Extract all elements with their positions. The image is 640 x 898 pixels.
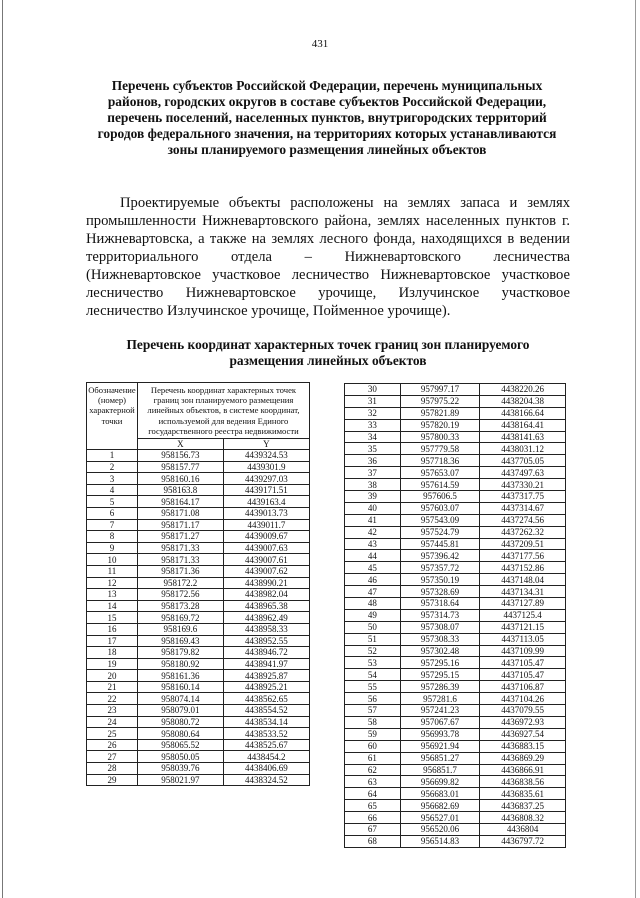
- y-coordinate-cell: 4438141.63: [480, 431, 566, 443]
- table-row: [345, 407, 566, 419]
- table-row: [345, 645, 566, 657]
- x-coordinate-cell: 957543.09: [400, 514, 480, 526]
- table-row: [345, 395, 566, 407]
- x-coordinate-cell: 958171.27: [137, 531, 223, 543]
- x-coordinate-cell: 957821.89: [400, 407, 480, 419]
- table-row: [345, 574, 566, 586]
- y-coordinate-cell: 4439301.9: [223, 461, 309, 473]
- x-coordinate-cell: 958169.6: [137, 623, 223, 635]
- point-number-cell: 20: [87, 670, 138, 682]
- y-coordinate-cell: 4438925.87: [223, 670, 309, 682]
- point-number-cell: 35: [345, 443, 401, 455]
- table-row: [345, 681, 566, 693]
- y-coordinate-cell: 4438525.67: [223, 739, 309, 751]
- y-coordinate-cell: 4438534.14: [223, 716, 309, 728]
- table-row: [345, 621, 566, 633]
- y-coordinate-cell: 4437209.51: [480, 538, 566, 550]
- table-row: [87, 531, 310, 543]
- table-row: [87, 693, 310, 705]
- x-coordinate-cell: 957653.07: [400, 467, 480, 479]
- y-coordinate-cell: 4437125.4: [480, 609, 566, 621]
- point-number-cell: 17: [87, 635, 138, 647]
- table-row: [345, 657, 566, 669]
- point-number-cell: 58: [345, 716, 401, 728]
- y-coordinate-cell: 4438031.12: [480, 443, 566, 455]
- x-coordinate-cell: 957308.33: [400, 633, 480, 645]
- x-coordinate-cell: 958171.36: [137, 565, 223, 577]
- x-coordinate-cell: 958079.01: [137, 705, 223, 717]
- y-coordinate-cell: 4437314.67: [480, 502, 566, 514]
- y-coordinate-cell: 4438164.41: [480, 419, 566, 431]
- x-coordinate-cell: 957718.36: [400, 455, 480, 467]
- x-coordinate-cell: 958179.82: [137, 647, 223, 659]
- x-coordinate-cell: 956993.78: [400, 728, 480, 740]
- y-coordinate-cell: 4436883.15: [480, 740, 566, 752]
- point-number-cell: 51: [345, 633, 401, 645]
- y-coordinate-cell: 4436797.72: [480, 835, 566, 847]
- point-number-cell: 8: [87, 531, 138, 543]
- y-coordinate-cell: 4436838.56: [480, 776, 566, 788]
- x-coordinate-cell: 957614.59: [400, 479, 480, 491]
- table-row: [345, 669, 566, 681]
- y-coordinate-cell: 4438204.38: [480, 395, 566, 407]
- x-coordinate-cell: 957295.16: [400, 657, 480, 669]
- table-row: [87, 450, 310, 462]
- point-number-cell: 36: [345, 455, 401, 467]
- table-row: [87, 507, 310, 519]
- x-coordinate-cell: 956520.06: [400, 823, 480, 835]
- y-coordinate-cell: 4437177.56: [480, 550, 566, 562]
- point-number-cell: 53: [345, 657, 401, 669]
- point-number-cell: 52: [345, 645, 401, 657]
- point-number-cell: 61: [345, 752, 401, 764]
- y-coordinate-cell: 4437152.86: [480, 562, 566, 574]
- point-number-cell: 21: [87, 681, 138, 693]
- y-coordinate-cell: 4436808.32: [480, 812, 566, 824]
- point-number-cell: 1: [87, 450, 138, 462]
- point-number-cell: 28: [87, 763, 138, 775]
- table-row: [87, 658, 310, 670]
- point-number-cell: 26: [87, 739, 138, 751]
- table-row: [87, 461, 310, 473]
- table-row: [87, 681, 310, 693]
- x-coordinate-cell: 957524.79: [400, 526, 480, 538]
- point-number-cell: 47: [345, 586, 401, 598]
- point-number-cell: 67: [345, 823, 401, 835]
- left-table-body: [87, 450, 310, 786]
- point-number-cell: 24: [87, 716, 138, 728]
- point-number-cell: 4: [87, 484, 138, 496]
- table-row: [345, 514, 566, 526]
- y-coordinate-cell: 4437109.99: [480, 645, 566, 657]
- x-coordinate-cell: 958164.17: [137, 496, 223, 508]
- table-row: [345, 502, 566, 514]
- point-number-cell: 57: [345, 705, 401, 717]
- point-number-cell: 14: [87, 600, 138, 612]
- x-coordinate-cell: 958172.56: [137, 589, 223, 601]
- header-coordinates: Перечень координат характерных точек границ зон планируемого размещения линейных объектов, в системе координат, используемой для ведения Единого государственного реестра недвижимости: [137, 383, 309, 439]
- y-coordinate-cell: 4438962.49: [223, 612, 309, 624]
- y-coordinate-cell: 4437497.63: [480, 467, 566, 479]
- x-coordinate-cell: 957975.22: [400, 395, 480, 407]
- table-row: [87, 600, 310, 612]
- point-number-cell: 55: [345, 681, 401, 693]
- x-coordinate-cell: 958169.43: [137, 635, 223, 647]
- scan-edge-right: [635, 0, 636, 898]
- page-number: 431: [311, 38, 329, 50]
- table-row: [87, 751, 310, 763]
- point-number-cell: 33: [345, 419, 401, 431]
- table-row: [87, 705, 310, 717]
- point-number-cell: 60: [345, 740, 401, 752]
- table-row: [345, 764, 566, 776]
- x-coordinate-cell: 958171.17: [137, 519, 223, 531]
- point-number-cell: 40: [345, 502, 401, 514]
- y-coordinate-cell: 4436835.61: [480, 788, 566, 800]
- y-coordinate-cell: 4439171.51: [223, 484, 309, 496]
- point-number-cell: 68: [345, 835, 401, 847]
- table-row: [87, 484, 310, 496]
- x-coordinate-cell: 956921.94: [400, 740, 480, 752]
- x-coordinate-cell: 957314.73: [400, 609, 480, 621]
- y-coordinate-cell: 4438454.2: [223, 751, 309, 763]
- y-coordinate-cell: 4438952.55: [223, 635, 309, 647]
- point-number-cell: 18: [87, 647, 138, 659]
- x-coordinate-cell: 958080.64: [137, 728, 223, 740]
- y-coordinate-cell: 4437330.21: [480, 479, 566, 491]
- table-row: [345, 693, 566, 705]
- y-coordinate-cell: 4439007.63: [223, 542, 309, 554]
- table-row: [345, 823, 566, 835]
- point-number-cell: 2: [87, 461, 138, 473]
- table-row: [87, 612, 310, 624]
- document-title: Перечень субъектов Российской Федерации, перечень муниципальных районов, городских округов в составе субъектов Российской Федерации, перечень поселений, населенных пунктов, внутригородских территорий городов федерального значения, на территориях которых устанавливаются зоны планируемого размещения линейных объектов: [97, 78, 557, 157]
- point-number-cell: 31: [345, 395, 401, 407]
- y-coordinate-cell: 4437127.89: [480, 598, 566, 610]
- y-coordinate-cell: 4438562.65: [223, 693, 309, 705]
- x-coordinate-cell: 957357.72: [400, 562, 480, 574]
- table-row: [345, 598, 566, 610]
- x-coordinate-cell: 957606.5: [400, 491, 480, 503]
- x-coordinate-cell: 957241.23: [400, 705, 480, 717]
- point-number-cell: 42: [345, 526, 401, 538]
- y-coordinate-cell: 4439163.4: [223, 496, 309, 508]
- y-coordinate-cell: 4436866.91: [480, 764, 566, 776]
- scan-edge-left: [2, 0, 3, 898]
- point-number-cell: 45: [345, 562, 401, 574]
- x-coordinate-cell: 957302.48: [400, 645, 480, 657]
- table-row: [345, 467, 566, 479]
- table-row: [345, 538, 566, 550]
- x-coordinate-cell: 958172.2: [137, 577, 223, 589]
- x-coordinate-cell: 958171.33: [137, 554, 223, 566]
- y-coordinate-cell: 4438982.04: [223, 589, 309, 601]
- table-row: [345, 740, 566, 752]
- point-number-cell: 22: [87, 693, 138, 705]
- x-coordinate-cell: 958161.36: [137, 670, 223, 682]
- point-number-cell: 13: [87, 589, 138, 601]
- point-number-cell: 12: [87, 577, 138, 589]
- point-number-cell: 62: [345, 764, 401, 776]
- y-coordinate-cell: 4437113.05: [480, 633, 566, 645]
- x-coordinate-cell: 958039.76: [137, 763, 223, 775]
- x-coordinate-cell: 957308.07: [400, 621, 480, 633]
- y-coordinate-cell: 4437104.26: [480, 693, 566, 705]
- point-number-cell: 43: [345, 538, 401, 550]
- table-title: Перечень координат характерных точек границ зон планируемого размещения линейных объектов: [126, 337, 530, 368]
- y-coordinate-cell: 4437105.47: [480, 657, 566, 669]
- x-coordinate-cell: 957350.19: [400, 574, 480, 586]
- point-number-cell: 9: [87, 542, 138, 554]
- table-row: [345, 562, 566, 574]
- x-coordinate-cell: 957396.42: [400, 550, 480, 562]
- y-coordinate-cell: 4437262.32: [480, 526, 566, 538]
- coordinates-table-left: [86, 382, 310, 786]
- table-row: [345, 788, 566, 800]
- y-coordinate-cell: 4438554.52: [223, 705, 309, 717]
- x-coordinate-cell: 958157.77: [137, 461, 223, 473]
- table-row: [345, 384, 566, 396]
- point-number-cell: 49: [345, 609, 401, 621]
- table-row: [345, 586, 566, 598]
- y-coordinate-cell: 4438925.21: [223, 681, 309, 693]
- table-row: [87, 554, 310, 566]
- point-number-cell: 54: [345, 669, 401, 681]
- table-row: [345, 455, 566, 467]
- y-coordinate-cell: 4436837.25: [480, 800, 566, 812]
- x-coordinate-cell: 956514.83: [400, 835, 480, 847]
- table-row: [345, 491, 566, 503]
- x-coordinate-cell: 956851.27: [400, 752, 480, 764]
- point-number-cell: 37: [345, 467, 401, 479]
- x-coordinate-cell: 957800.33: [400, 431, 480, 443]
- table-row: [87, 728, 310, 740]
- table-row: [87, 565, 310, 577]
- table-row: [87, 739, 310, 751]
- table-row: [345, 479, 566, 491]
- y-coordinate-cell: 4439297.03: [223, 473, 309, 485]
- y-coordinate-cell: 4438406.69: [223, 763, 309, 775]
- table-row: [87, 774, 310, 786]
- point-number-cell: 48: [345, 598, 401, 610]
- point-number-cell: 64: [345, 788, 401, 800]
- point-number-cell: 30: [345, 384, 401, 396]
- y-coordinate-cell: 4438941.97: [223, 658, 309, 670]
- point-number-cell: 15: [87, 612, 138, 624]
- x-coordinate-cell: 957067.67: [400, 716, 480, 728]
- point-number-cell: 6: [87, 507, 138, 519]
- table-row: [87, 496, 310, 508]
- y-coordinate-cell: 4437274.56: [480, 514, 566, 526]
- point-number-cell: 56: [345, 693, 401, 705]
- table-row: [87, 519, 310, 531]
- table-row: [345, 431, 566, 443]
- intro-paragraph: [86, 194, 570, 320]
- table-row: [345, 443, 566, 455]
- y-coordinate-cell: 4438324.52: [223, 774, 309, 786]
- table-row: [87, 623, 310, 635]
- table-row: [345, 609, 566, 621]
- header-x: X: [137, 439, 223, 450]
- y-coordinate-cell: 4438166.64: [480, 407, 566, 419]
- point-number-cell: 32: [345, 407, 401, 419]
- y-coordinate-cell: 4438990.21: [223, 577, 309, 589]
- y-coordinate-cell: 4439011.7: [223, 519, 309, 531]
- table-row: [87, 647, 310, 659]
- point-number-cell: 34: [345, 431, 401, 443]
- y-coordinate-cell: 4437079.55: [480, 705, 566, 717]
- point-number-cell: 41: [345, 514, 401, 526]
- y-coordinate-cell: 4437105.47: [480, 669, 566, 681]
- y-coordinate-cell: 4437134.31: [480, 586, 566, 598]
- table-row: [345, 716, 566, 728]
- x-coordinate-cell: 958050.05: [137, 751, 223, 763]
- header-point-number: Обозначение (номер) характерной точки: [87, 383, 138, 450]
- x-coordinate-cell: 958171.33: [137, 542, 223, 554]
- y-coordinate-cell: 4436869.29: [480, 752, 566, 764]
- x-coordinate-cell: 956682.69: [400, 800, 480, 812]
- x-coordinate-cell: 957295.15: [400, 669, 480, 681]
- point-number-cell: 11: [87, 565, 138, 577]
- y-coordinate-cell: 4436927.54: [480, 728, 566, 740]
- table-row: [87, 635, 310, 647]
- point-number-cell: 25: [87, 728, 138, 740]
- y-coordinate-cell: 4437317.75: [480, 491, 566, 503]
- x-coordinate-cell: 958021.97: [137, 774, 223, 786]
- y-coordinate-cell: 4436804: [480, 823, 566, 835]
- x-coordinate-cell: 957445.81: [400, 538, 480, 550]
- y-coordinate-cell: 4438220.26: [480, 384, 566, 396]
- point-number-cell: 10: [87, 554, 138, 566]
- x-coordinate-cell: 958080.72: [137, 716, 223, 728]
- y-coordinate-cell: 4438946.72: [223, 647, 309, 659]
- y-coordinate-cell: 4438958.33: [223, 623, 309, 635]
- point-number-cell: 27: [87, 751, 138, 763]
- x-coordinate-cell: 956851.7: [400, 764, 480, 776]
- y-coordinate-cell: 4437106.87: [480, 681, 566, 693]
- intro-text: Проектируемые объекты расположены на землях запаса и землях промышленности Нижневартовского района, землях населенных пунктов г. Нижневартовска, а также на землях лесного фонда, находящихся в ведении территориального отдела – Нижневартовского лесничества (Нижневартовское участковое лесничество Нижневартовское участковое лесничество Нижневартовское урочище, Излучинское участковое лесничество Излучинское урочище, Пойменное урочище).: [86, 195, 570, 319]
- table-row: [87, 763, 310, 775]
- point-number-cell: 23: [87, 705, 138, 717]
- y-coordinate-cell: 4437705.05: [480, 455, 566, 467]
- point-number-cell: 3: [87, 473, 138, 485]
- right-table-body: [345, 384, 566, 848]
- table-row: [345, 812, 566, 824]
- table-row: [87, 589, 310, 601]
- y-coordinate-cell: 4436972.93: [480, 716, 566, 728]
- table-row: [87, 577, 310, 589]
- table-row: [345, 752, 566, 764]
- x-coordinate-cell: 957779.58: [400, 443, 480, 455]
- table-row: [345, 776, 566, 788]
- table-row: [345, 835, 566, 847]
- table-row: [87, 542, 310, 554]
- point-number-cell: 63: [345, 776, 401, 788]
- x-coordinate-cell: 958160.14: [137, 681, 223, 693]
- point-number-cell: 59: [345, 728, 401, 740]
- x-coordinate-cell: 958173.28: [137, 600, 223, 612]
- x-coordinate-cell: 958163.8: [137, 484, 223, 496]
- x-coordinate-cell: 958160.16: [137, 473, 223, 485]
- point-number-cell: 66: [345, 812, 401, 824]
- x-coordinate-cell: 957281.6: [400, 693, 480, 705]
- table-row: [87, 716, 310, 728]
- table-row: [345, 550, 566, 562]
- point-number-cell: 65: [345, 800, 401, 812]
- y-coordinate-cell: 4439324.53: [223, 450, 309, 462]
- x-coordinate-cell: 958074.14: [137, 693, 223, 705]
- table-row: [345, 419, 566, 431]
- x-coordinate-cell: 957286.39: [400, 681, 480, 693]
- y-coordinate-cell: 4438965.38: [223, 600, 309, 612]
- table-row: [87, 670, 310, 682]
- x-coordinate-cell: 958171.08: [137, 507, 223, 519]
- table-row: [87, 473, 310, 485]
- x-coordinate-cell: 958156.73: [137, 450, 223, 462]
- point-number-cell: 46: [345, 574, 401, 586]
- y-coordinate-cell: 4437121.15: [480, 621, 566, 633]
- point-number-cell: 19: [87, 658, 138, 670]
- x-coordinate-cell: 957603.07: [400, 502, 480, 514]
- y-coordinate-cell: 4437148.04: [480, 574, 566, 586]
- point-number-cell: 38: [345, 479, 401, 491]
- table-row: [345, 633, 566, 645]
- y-coordinate-cell: 4439013.73: [223, 507, 309, 519]
- coordinates-table-right: [344, 383, 566, 848]
- table-row: [345, 705, 566, 717]
- x-coordinate-cell: 958180.92: [137, 658, 223, 670]
- point-number-cell: 39: [345, 491, 401, 503]
- y-coordinate-cell: 4439007.61: [223, 554, 309, 566]
- table-row: [345, 728, 566, 740]
- point-number-cell: 29: [87, 774, 138, 786]
- x-coordinate-cell: 957318.64: [400, 598, 480, 610]
- x-coordinate-cell: 956683.01: [400, 788, 480, 800]
- y-coordinate-cell: 4439007.62: [223, 565, 309, 577]
- x-coordinate-cell: 956527.01: [400, 812, 480, 824]
- y-coordinate-cell: 4439009.67: [223, 531, 309, 543]
- point-number-cell: 7: [87, 519, 138, 531]
- x-coordinate-cell: 958169.72: [137, 612, 223, 624]
- y-coordinate-cell: 4438533.52: [223, 728, 309, 740]
- table-row: [345, 800, 566, 812]
- x-coordinate-cell: 957820.19: [400, 419, 480, 431]
- x-coordinate-cell: 957328.69: [400, 586, 480, 598]
- x-coordinate-cell: 958065.52: [137, 739, 223, 751]
- point-number-cell: 44: [345, 550, 401, 562]
- table-row: [345, 526, 566, 538]
- x-coordinate-cell: 956699.82: [400, 776, 480, 788]
- point-number-cell: 16: [87, 623, 138, 635]
- x-coordinate-cell: 957997.17: [400, 384, 480, 396]
- point-number-cell: 50: [345, 621, 401, 633]
- point-number-cell: 5: [87, 496, 138, 508]
- header-y: Y: [223, 439, 309, 450]
